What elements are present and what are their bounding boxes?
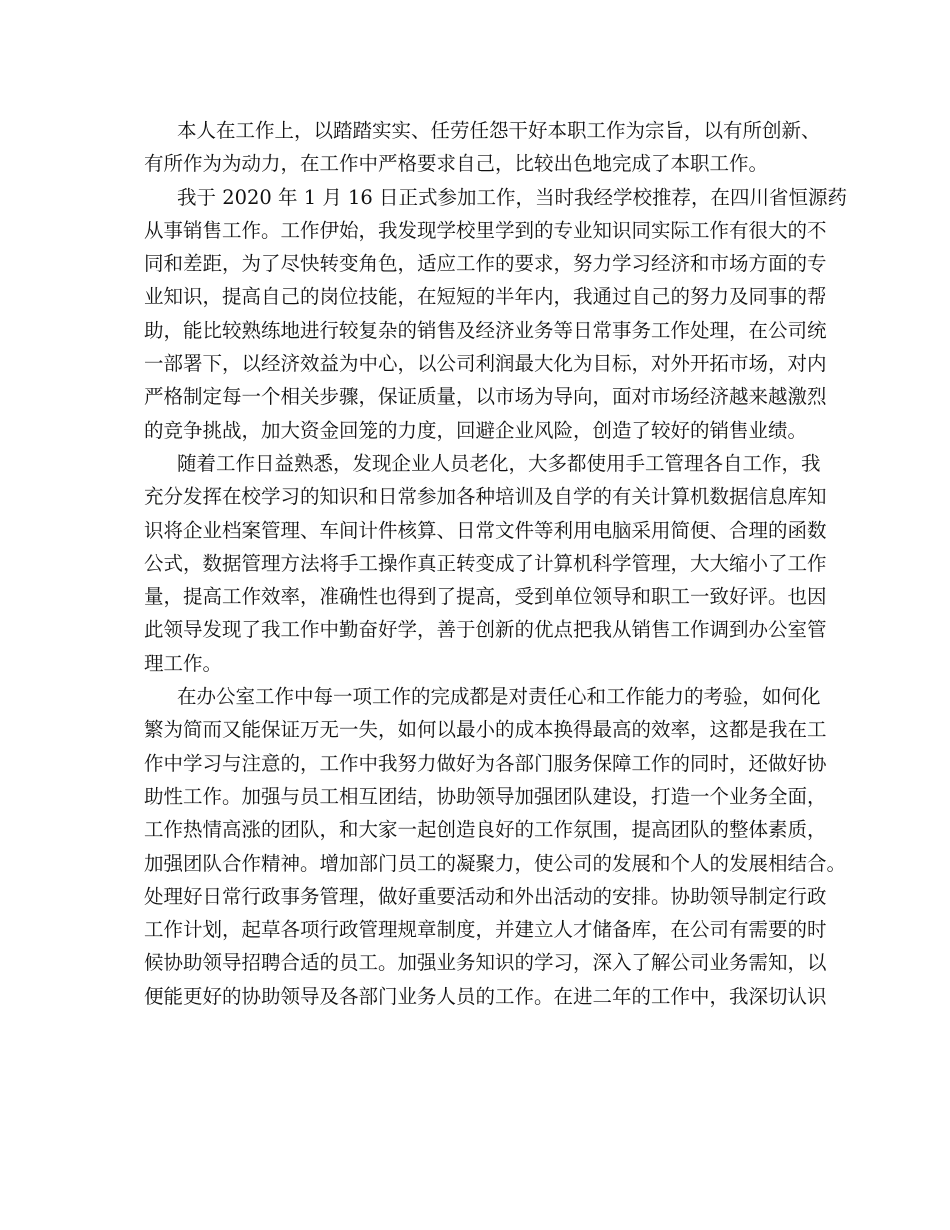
text-line: 本人在工作上，以踏踏实实、任劳任怨干好本职工作为宗旨，以有所创新、 — [177, 119, 821, 142]
text-line: 一部署下，以经济效益为中心，以公司利润最大化为目标，对外开拓市场，对内 — [144, 352, 827, 376]
text-line: 有所作为为动力，在工作中严格要求自己，比较出色地完成了本职工作。 — [144, 152, 769, 176]
text-line: 随着工作日益熟悉，发现企业人员老化，大多都使用手工管理各自工作，我 — [177, 451, 821, 475]
text-line: 工作热情高涨的团队，和大家一起创造良好的工作氛围，提高团队的整体素质， — [144, 818, 827, 842]
text-line: 业知识，提高自己的岗位技能，在短短的半年内，我通过自己的努力及同事的帮 — [144, 285, 827, 309]
text-line: 作中学习与注意的，工作中我努力做好为各部门服务保障工作的同时，还做好协 — [144, 751, 827, 775]
text-line: 识将企业档案管理、车间计件核算、日常文件等利用电脑采用简便、合理的函数 — [144, 518, 827, 542]
paragraph-1 — [144, 114, 821, 181]
text-line: 严格制定每一个相关步骤，保证质量，以市场为导向，面对市场经济越来越激烈 — [144, 385, 827, 409]
text-line: 繁为简而又能保证万无一失，如何以最小的成本换得最高的效率，这都是我在工 — [144, 718, 827, 742]
text-line: 工作计划，起草各项行政管理规章制度，并建立人才储备库，在公司有需要的时 — [144, 918, 827, 942]
text-line: 充分发挥在校学习的知识和日常参加各种培训及自学的有关计算机数据信息库知 — [144, 485, 827, 509]
text-line: 在办公室工作中每一项工作的完成都是对责任心和工作能力的考验，如何化 — [177, 685, 821, 709]
text-line: 从事销售工作。工作伊始，我发现学校里学到的专业知识同实际工作有很大的不 — [144, 218, 827, 242]
text-line: 加强团队合作精神。增加部门员工的凝聚力，使公司的发展和个人的发展相结合。 — [144, 851, 847, 875]
text-line: 我于 2020 年 1 月 16 日正式参加工作，当时我经学校推荐，在四川省恒源药 — [177, 185, 848, 209]
document-body — [144, 114, 848, 1013]
text-line: 同和差距，为了尽快转变角色，适应工作的要求，努力学习经济和市场方面的专 — [144, 252, 827, 276]
text-line: 便能更好的协助领导及各部门业务人员的工作。在进二年的工作中，我深切认识 — [144, 984, 827, 1008]
text-line: 公式，数据管理方法将手工操作真正转变成了计算机科学管理，大大缩小了工作 — [144, 551, 827, 575]
paragraph-2 — [144, 181, 848, 447]
text-line: 助，能比较熟练地进行较复杂的销售及经济业务等日常事务工作处理，在公司统 — [144, 318, 827, 342]
text-line: 处理好日常行政事务管理，做好重要活动和外出活动的安排。协助领导制定行政 — [144, 884, 827, 908]
text-line: 候协助领导招聘合适的员工。加强业务知识的学习，深入了解公司业务需知，以 — [144, 951, 827, 975]
paragraph-4 — [144, 680, 847, 1013]
text-line: 理工作。 — [144, 651, 223, 675]
paragraph-3 — [144, 447, 827, 680]
text-line: 的竞争挑战，加大资金回笼的力度，回避企业风险，创造了较好的销售业绩。 — [144, 418, 808, 442]
text-line: 量，提高工作效率，准确性也得到了提高，受到单位领导和职工一致好评。也因 — [144, 585, 827, 609]
text-line: 助性工作。加强与员工相互团结，协助领导加强团队建设，打造一个业务全面， — [144, 784, 827, 808]
text-line: 此领导发现了我工作中勤奋好学，善于创新的优点把我从销售工作调到办公室管 — [144, 618, 827, 642]
